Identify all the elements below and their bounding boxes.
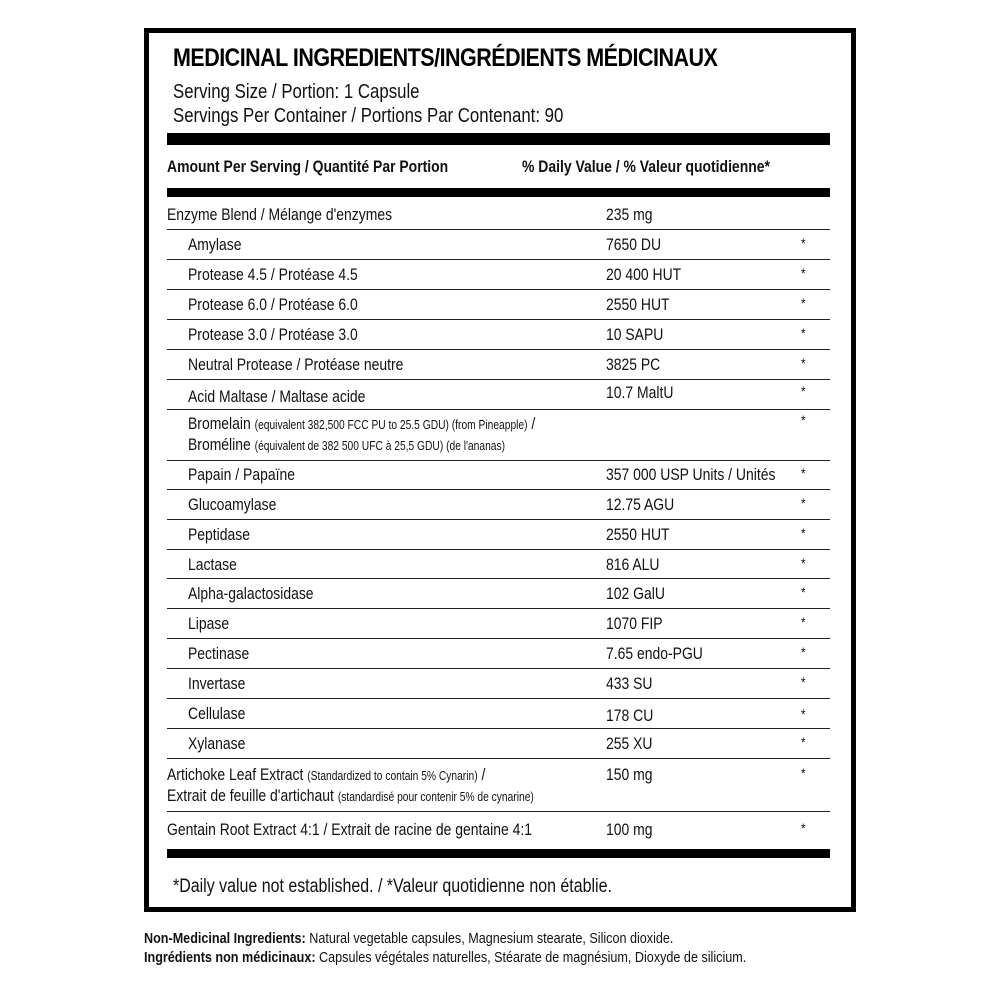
ingredient-row — [167, 550, 830, 579]
ingredient-name: Protease 4.5 / Protéase 4.5 — [188, 265, 358, 284]
ingredient-name: Acid Maltase / Maltase acide — [188, 387, 366, 406]
ingredient-amount: 357 000 USP Units / Unités — [606, 465, 776, 484]
ingredient-row — [167, 579, 830, 609]
ingredient-amount: 2550 HUT — [606, 295, 670, 314]
ingredient-name: Enzyme Blend / Mélange d'enzymes — [167, 205, 393, 224]
ingredient-amount: 235 mg — [606, 205, 653, 224]
ingredient-amount: 2550 HUT — [606, 525, 670, 544]
daily-value: * — [801, 235, 806, 251]
ingredient-amount: 1070 FIP — [606, 614, 663, 633]
ingredient-amount: 3825 PC — [606, 355, 661, 374]
non-medicinal-fr-text: Capsules végétales naturelles, Stéarate de magnésium, Dioxyde de silicium. — [315, 949, 747, 966]
thick-divider — [167, 133, 830, 145]
ingredient-amount: 7650 DU — [606, 235, 662, 254]
daily-value: * — [801, 555, 806, 571]
ingredient-row — [167, 609, 830, 639]
ingredient-note: (equivalent 382,500 FCC PU to 25.5 GDU) (from Pineapple) — [254, 418, 528, 432]
ingredient-note: (Standardized to contain 5% Cynarin) — [307, 769, 478, 783]
daily-value: * — [801, 465, 806, 481]
ingredient-name: Bromelain (equivalent 382,500 FCC PU to 25.5 GDU) (from Pineapple) / — [188, 414, 536, 433]
servings-per-container: Servings Per Container / Portions Par Contenant: 90 — [173, 105, 564, 127]
ingredient-amount: 10.7 MaltU — [606, 383, 674, 402]
daily-value: * — [801, 295, 806, 311]
daily-value: * — [801, 674, 806, 690]
ingredient-name-fr: Broméline (équivalent de 382 500 UFC à 25,5 GDU) (de l'ananas) — [188, 435, 506, 454]
ingredient-row — [167, 461, 830, 490]
supplement-facts-panel — [144, 28, 856, 912]
ingredient-row-enzyme-blend — [167, 199, 830, 230]
ingredient-row — [167, 260, 830, 290]
ingredient-name: Neutral Protease / Protéase neutre — [188, 355, 404, 374]
serving-size: Serving Size / Portion: 1 Capsule — [173, 81, 420, 103]
ingredient-row-gentain — [167, 812, 830, 848]
ingredient-row-bromelain — [167, 410, 830, 461]
ingredient-name: Alpha-galactosidase — [188, 584, 314, 603]
ingredient-row — [167, 290, 830, 320]
ingredient-amount: 10 SAPU — [606, 325, 664, 344]
ingredient-name: Invertase — [188, 674, 246, 693]
daily-value: * — [801, 820, 806, 836]
ingredient-amount: 20 400 HUT — [606, 265, 682, 284]
panel-title: MEDICINAL INGREDIENTS/INGRÉDIENTS MÉDICINAUX — [173, 44, 718, 72]
ingredient-name: Artichoke Leaf Extract (Standardized to contain 5% Cynarin) / — [167, 765, 486, 784]
daily-value: * — [801, 644, 806, 660]
daily-value: * — [801, 614, 806, 630]
ingredient-name: Glucoamylase — [188, 495, 277, 514]
ingredient-row — [167, 520, 830, 550]
ingredient-amount: 255 XU — [606, 734, 653, 753]
daily-value: * — [801, 355, 806, 371]
non-medicinal-en-label: Non-Medicinal Ingredients: — [144, 930, 306, 947]
ingredient-row — [167, 699, 830, 729]
ingredient-row — [167, 729, 830, 759]
ingredient-name: Protease 6.0 / Protéase 6.0 — [188, 295, 358, 314]
ingredient-name: Papain / Papaïne — [188, 465, 295, 484]
daily-value: * — [801, 495, 806, 511]
daily-value: * — [801, 265, 806, 281]
ingredient-amount: 150 mg — [606, 765, 653, 784]
non-medicinal-fr-label: Ingrédients non médicinaux: — [144, 949, 316, 966]
ingredient-note: (standardisé pour contenir 5% de cynarine) — [337, 790, 534, 804]
daily-value: * — [801, 412, 806, 428]
thick-divider — [167, 188, 830, 197]
daily-value: * — [801, 383, 806, 399]
ingredient-row — [167, 320, 830, 350]
daily-value: * — [801, 525, 806, 541]
ingredient-row — [167, 669, 830, 699]
ingredient-name: Lipase — [188, 614, 230, 633]
ingredient-amount: 102 GalU — [606, 584, 665, 603]
thick-divider — [167, 849, 830, 858]
ingredient-row — [167, 380, 830, 410]
ingredient-name: Protease 3.0 / Protéase 3.0 — [188, 325, 358, 344]
ingredient-amount: 433 SU — [606, 674, 653, 693]
ingredient-row — [167, 230, 830, 260]
ingredient-row — [167, 639, 830, 669]
non-medicinal-en — [144, 930, 673, 947]
ingredient-name: Gentain Root Extract 4:1 / Extrait de racine de gentaine 4:1 — [167, 820, 532, 839]
daily-value: * — [801, 584, 806, 600]
ingredient-name: Cellulase — [188, 704, 246, 723]
ingredient-name: Lactase — [188, 555, 237, 574]
ingredient-note: (équivalent de 382 500 UFC à 25,5 GDU) (de l'ananas) — [254, 439, 506, 453]
ingredient-name: Peptidase — [188, 525, 251, 544]
daily-value: * — [801, 734, 806, 750]
ingredient-amount: 178 CU — [606, 706, 654, 725]
ingredient-amount: 100 mg — [606, 820, 653, 839]
ingredient-row — [167, 490, 830, 520]
ingredient-name-fr: Extrait de feuille d'artichaut (standardisé pour contenir 5% de cynarine) — [167, 786, 534, 805]
daily-value: * — [801, 706, 806, 722]
daily-value: * — [801, 765, 806, 781]
daily-value-header: % Daily Value / % Valeur quotidienne* — [522, 157, 770, 176]
amount-header: Amount Per Serving / Quantité Par Portion — [167, 157, 449, 176]
ingredient-name: Pectinase — [188, 644, 250, 663]
ingredient-amount: 816 ALU — [606, 555, 660, 574]
ingredient-row — [167, 350, 830, 380]
daily-value: * — [801, 325, 806, 341]
column-header — [167, 157, 830, 181]
ingredient-name: Amylase — [188, 235, 242, 254]
daily-value-footnote: *Daily value not established. / *Valeur quotidienne non établie. — [173, 876, 612, 897]
non-medicinal-fr — [144, 949, 746, 966]
ingredient-amount: 12.75 AGU — [606, 495, 675, 514]
ingredient-amount: 7.65 endo-PGU — [606, 644, 703, 663]
ingredient-name: Xylanase — [188, 734, 246, 753]
non-medicinal-en-text: Natural vegetable capsules, Magnesium stearate, Silicon dioxide. — [305, 930, 674, 947]
ingredient-row-artichoke — [167, 759, 830, 812]
